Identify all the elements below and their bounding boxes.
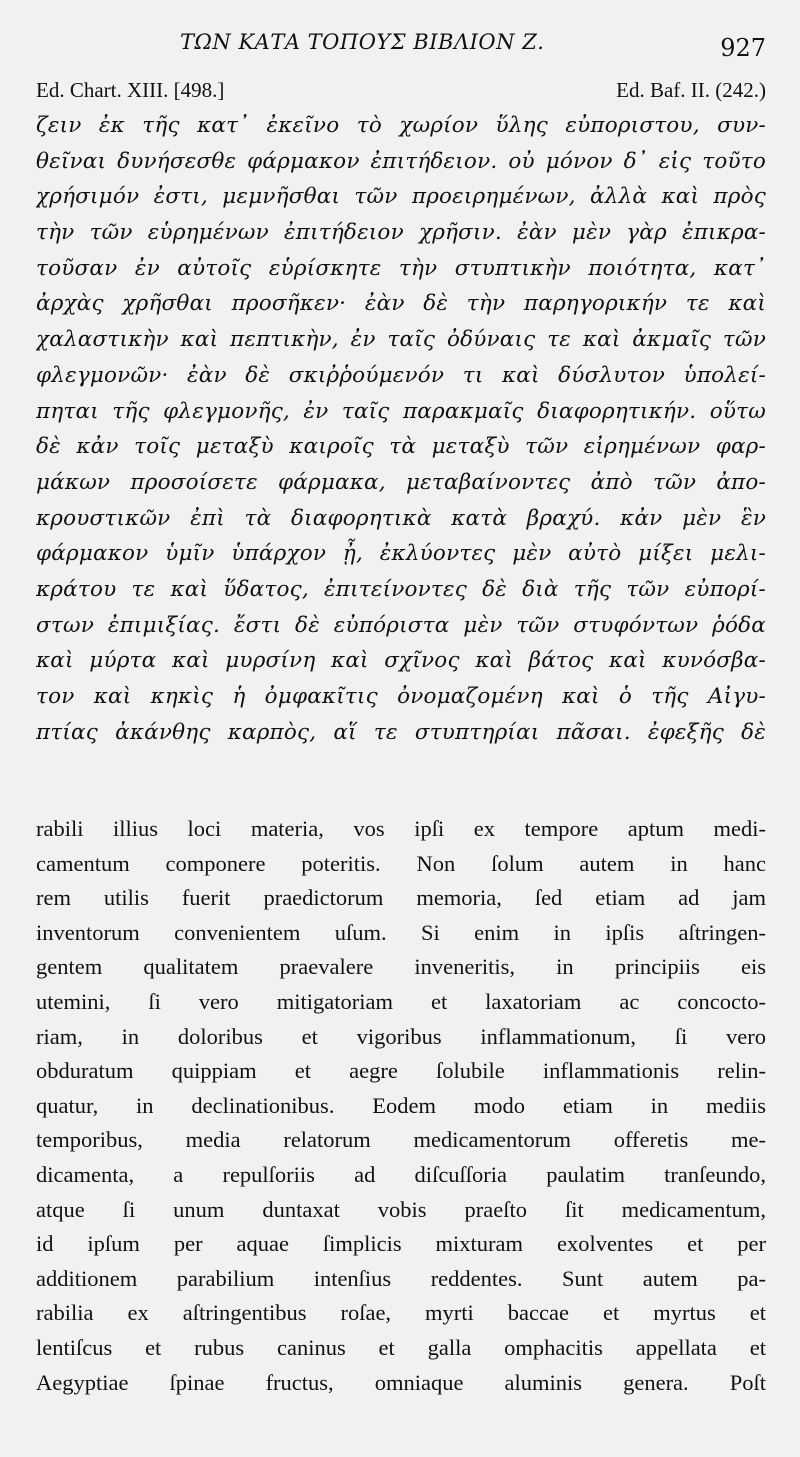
greek-text-line: θεῖναι δυνήσεσθε φάρμακον ἐπιτήδειον. οὐ μόνον δ᾽ εἰς τοῦτο <box>36 148 766 174</box>
latin-text-line: dicamenta, a repulſoriis ad diſcuſſoria paulatim tranſeundo, <box>36 1161 766 1187</box>
page-number: 927 <box>720 34 766 62</box>
greek-text-line: στων ἐπιμιξίας. ἔστι δὲ εὐπόριστα μὲν τῶν στυφόντων ῥόδα <box>36 612 766 638</box>
latin-text-line: camentum componere poteritis. Non ſolum autem in hanc <box>36 850 766 876</box>
greek-text-line: τὴν τῶν εὑρημένων ἐπιτήδειον χρῆσιν. ἐὰν μὲν γὰρ ἐπικρα- <box>36 220 766 246</box>
greek-text-line: φάρμακον ὑμῖν ὑπάρχον ᾖ, ἐκλύοντες μὲν αὐτὸ μίξει μελι- <box>36 541 766 567</box>
greek-text-line: τον καὶ κηκὶς ἡ ὀμφακῖτις ὀνομαζομένη καὶ ὁ τῆς Αἰγυ- <box>36 684 766 709</box>
latin-text-line: rabilia ex aſtringentibus roſae, myrti baccae et myrtus et <box>36 1300 766 1326</box>
edition-bas-reference: Ed. Baf. II. (242.) <box>616 78 766 102</box>
latin-text-line: riam, in doloribus et vigoribus inflammationum, ſi vero <box>36 1023 766 1049</box>
latin-text-line: rabili illius loci materia, vos ipſi ex tempore aptum medi- <box>36 816 766 841</box>
latin-text-line: gentem qualitatem praevalere inveneritis, in principiis eis <box>36 954 766 980</box>
greek-text-line: φλεγμονῶν· ἐὰν δὲ σκιῤῥούμενόν τι καὶ δύσλυτον ὑπολεί- <box>36 362 766 388</box>
latin-text-line: additionem parabilium intenſius reddentes. Sunt autem pa- <box>36 1265 766 1291</box>
latin-text-line: Aegyptiae ſpinae fructus, omniaque aluminis genera. Poſt <box>36 1369 766 1395</box>
greek-text-line: ἀρχὰς χρῆσθαι προσῆκεν· ἐὰν δὲ τὴν παρηγορικήν τε καὶ <box>36 291 766 317</box>
latin-text-line: inventorum convenientem uſum. Si enim in ipſis aſtringen- <box>36 919 766 945</box>
greek-text-line: χαλαστικὴν καὶ πεπτικὴν, ἐν ταῖς ὀδύναις τε καὶ ἀκμαῖς τῶν <box>36 327 766 353</box>
greek-text-line: πηται τῆς φλεγμονῆς, ἐν ταῖς παρακμαῖς διαφορητικήν. οὕτω <box>36 398 766 424</box>
greek-text-line: ζειν ἐκ τῆς κατ᾽ ἐκεῖνο τὸ χωρίον ὕλης εὐποριστου, συν- <box>36 113 766 138</box>
latin-text-line: atque ſi unum duntaxat vobis praeſto ſit medicamentum, <box>36 1196 766 1222</box>
latin-text-line: utemini, ſi vero mitigatoriam et laxatoriam ac concocto- <box>36 988 766 1014</box>
edition-reference-line <box>36 78 766 106</box>
latin-text-line: id ipſum per aquae ſimplicis mixturam exolventes et per <box>36 1231 766 1257</box>
greek-text-line: πτίας ἀκάνθης καρπὸς, αἵ τε στυπτηρίαι πᾶσαι. ἐφεξῆς δὲ <box>36 719 766 745</box>
running-title: ΤΩΝ ΚΑΤΑ ΤΟΠΟΥΣ ΒΙΒΛΙΟΝ Ζ. <box>180 30 545 54</box>
greek-text-line: κρουστικῶν ἐπὶ τὰ διαφορητικὰ κατὰ βραχύ. κἀν μὲν ἓν <box>36 505 766 531</box>
greek-text-line: κράτου τε καὶ ὕδατος, ἐπιτείνοντες δὲ διὰ τῆς τῶν εὐπορί- <box>36 576 766 602</box>
latin-text-line: temporibus, media relatorum medicamentorum offeretis me- <box>36 1127 766 1153</box>
latin-text-line: quatur, in declinationibus. Eodem modo etiam in mediis <box>36 1092 766 1118</box>
greek-text-line: χρήσιμόν ἐστι, μεμνῆσθαι τῶν προειρημένων, ἀλλὰ καὶ πρὸς <box>36 184 766 210</box>
greek-text-line: τοῦσαν ἐν αὐτοῖς εὑρίσκητε τὴν στυπτικὴν ποιότητα, κατ᾽ <box>36 255 766 281</box>
greek-text-line: μάκων προσοίσετε φάρμακα, μεταβαίνοντες ἀπὸ τῶν ἀπο- <box>36 469 766 495</box>
edition-chart-reference: Ed. Chart. XIII. [498.] <box>36 78 225 102</box>
greek-text-line: δὲ κἀν τοῖς μεταξὺ καιροῖς τὰ μεταξὺ τῶν εἰρημένων φαρ- <box>36 434 766 460</box>
latin-text-line: rem utilis fuerit praedictorum memoria, ſed etiam ad jam <box>36 885 766 911</box>
greek-text-block <box>36 108 766 750</box>
greek-text-line: καὶ μύρτα καὶ μυρσίνη καὶ σχῖνος καὶ βάτος καὶ κυνόσβα- <box>36 648 766 674</box>
latin-text-line: lentiſcus et rubus caninus et galla omphacitis appellata et <box>36 1334 766 1360</box>
latin-text-block <box>36 812 766 1400</box>
page-header <box>0 28 800 68</box>
latin-text-line: obduratum quippiam et aegre ſolubile inflammationis relin- <box>36 1058 766 1084</box>
